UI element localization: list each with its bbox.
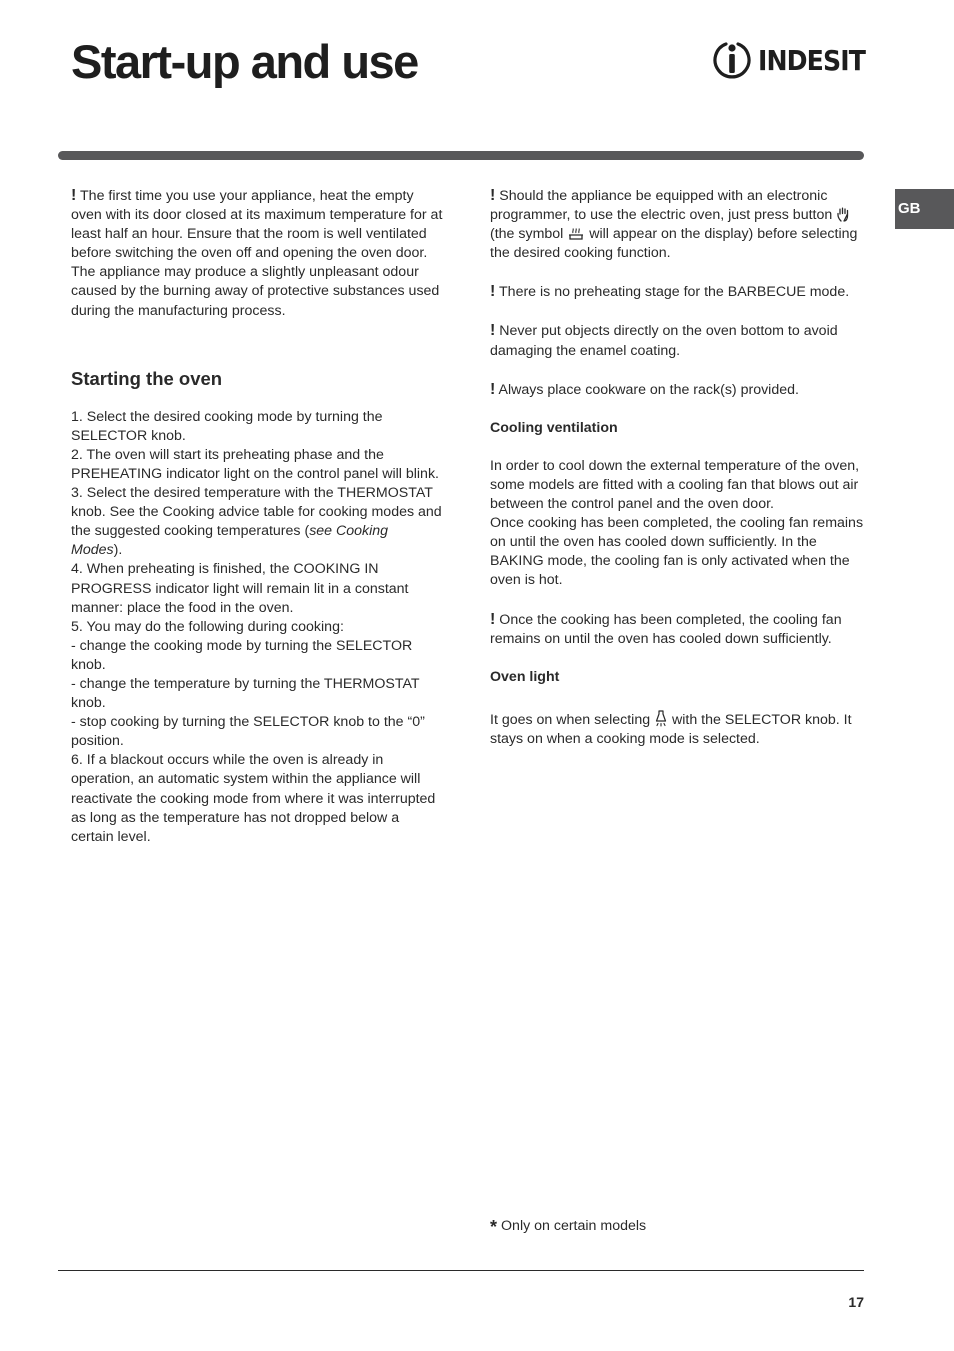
- right-column: [490, 186, 864, 749]
- programmer-note-text-3: will appear on the display) before selecting the desired cooking function.: [490, 226, 858, 262]
- intro-note: [71, 186, 443, 321]
- section-title-starting-the-oven: Starting the oven: [71, 367, 223, 389]
- enamel-note: [490, 321, 864, 360]
- barbecue-note-text: There is no preheating stage for the BARBECUE mode.: [499, 284, 850, 301]
- hand-icon: [837, 207, 850, 222]
- oven-light-text-2: with the SELECTOR knob. It stays on when a cooking mode is selected.: [490, 711, 852, 747]
- step-1: 1. Select the desired cooking mode by turning the SELECTOR knob.: [71, 408, 383, 444]
- lamp-icon: [655, 710, 667, 727]
- oven-light-text: It goes on when selecting: [490, 711, 651, 728]
- cooling-fan-note-text: Once the cooking has been completed, the cooling fan remains on until the oven has cooled down sufficiently.: [490, 611, 842, 647]
- programmer-note: [490, 186, 864, 263]
- section-title-cooling-ventilation: Cooling ventilation: [490, 419, 618, 436]
- cooling-fan-note: [490, 610, 864, 649]
- cooking-modes-reference: see Cooking Modes: [71, 523, 389, 559]
- page-number: 17: [848, 1294, 864, 1310]
- step-3: [71, 484, 443, 560]
- barbecue-note: [490, 282, 864, 302]
- footnote-asterisk: *: [490, 1217, 498, 1237]
- warning-mark: !: [490, 610, 496, 628]
- cooling-paragraph-2: Once cooking has been completed, the cooling fan remains on until the oven has cooled down sufficiently. In the BAKING mode, the cooling fan is only activated when the oven is hot.: [490, 515, 864, 589]
- rack-note: [490, 380, 864, 400]
- footnote: [490, 1217, 646, 1238]
- footer-divider: [58, 1270, 864, 1271]
- indesit-i-logo-icon: [712, 39, 752, 81]
- step-3-text: 3. Select the desired temperature with the THERMOSTAT knob. See the Cooking advice table for cooking modes and the suggested cooking temperatures (: [71, 485, 442, 540]
- warning-mark: !: [490, 283, 496, 301]
- step-6: 6. If a blackout occurs while the oven is already in operation, an automatic system within the appliance will reactivate the cooking mode from where it was interrupted as long as the temperature has not dropped below a certain level.: [71, 752, 436, 845]
- language-tab[interactable]: GB: [895, 189, 954, 229]
- step-3-end: ).: [113, 542, 123, 559]
- cooking-pot-icon: [568, 227, 584, 241]
- section-title-oven-light: Oven light: [490, 668, 560, 685]
- warning-mark: !: [490, 187, 496, 204]
- page-title: Start-up and use: [71, 35, 418, 88]
- programmer-note-text: Should the appliance be equipped with an electronic programmer, to use the electric oven, just press button: [490, 188, 833, 224]
- programmer-note-text-2: (the symbol: [490, 226, 564, 243]
- step-5-option-mode: - change the cooking mode by turning the SELECTOR knob.: [71, 637, 413, 673]
- step-4: 4. When preheating is finished, the COOKING IN PROGRESS indicator light will remain lit in a constant manner: place the food in the oven.: [71, 561, 409, 616]
- intro-text: The first time you use your appliance, heat the empty oven with its door closed at its maximum temperature for at least half an hour. Ensure that the room is well ventilated before switching the oven off and opening the oven door. The appliance may produce a slightly unpleasant odour caused by the burning away of protective substances used during the manufacturing process.: [71, 188, 443, 319]
- left-column: [71, 186, 443, 847]
- step-5-option-temperature: - change the temperature by turning the THERMOSTAT knob.: [71, 675, 420, 712]
- footnote-text: Only on certain models: [501, 1218, 647, 1234]
- brand-name: INDESIT: [758, 43, 866, 77]
- rack-note-text: Always place cookware on the rack(s) provided.: [498, 381, 799, 398]
- enamel-note-text: Never put objects directly on the oven bottom to avoid damaging the enamel coating.: [490, 323, 838, 359]
- warning-mark: !: [71, 187, 77, 204]
- warning-mark: !: [490, 380, 496, 398]
- brand-logo: [712, 38, 864, 82]
- oven-light-paragraph: [490, 710, 864, 749]
- step-5: 5. You may do the following during cooking:: [71, 618, 344, 635]
- step-5-option-stop: - stop cooking by turning the SELECTOR knob to the “0” position.: [71, 714, 425, 750]
- warning-mark: !: [490, 322, 496, 340]
- cooling-paragraph-1: In order to cool down the external temperature of the oven, some models are fitted with a cooling fan that blows out air between the control panel and the oven door.: [490, 457, 860, 513]
- header-divider-bar: [58, 151, 864, 160]
- step-2: 2. The oven will start its preheating phase and the PREHEATING indicator light on the control panel will blink.: [71, 446, 439, 482]
